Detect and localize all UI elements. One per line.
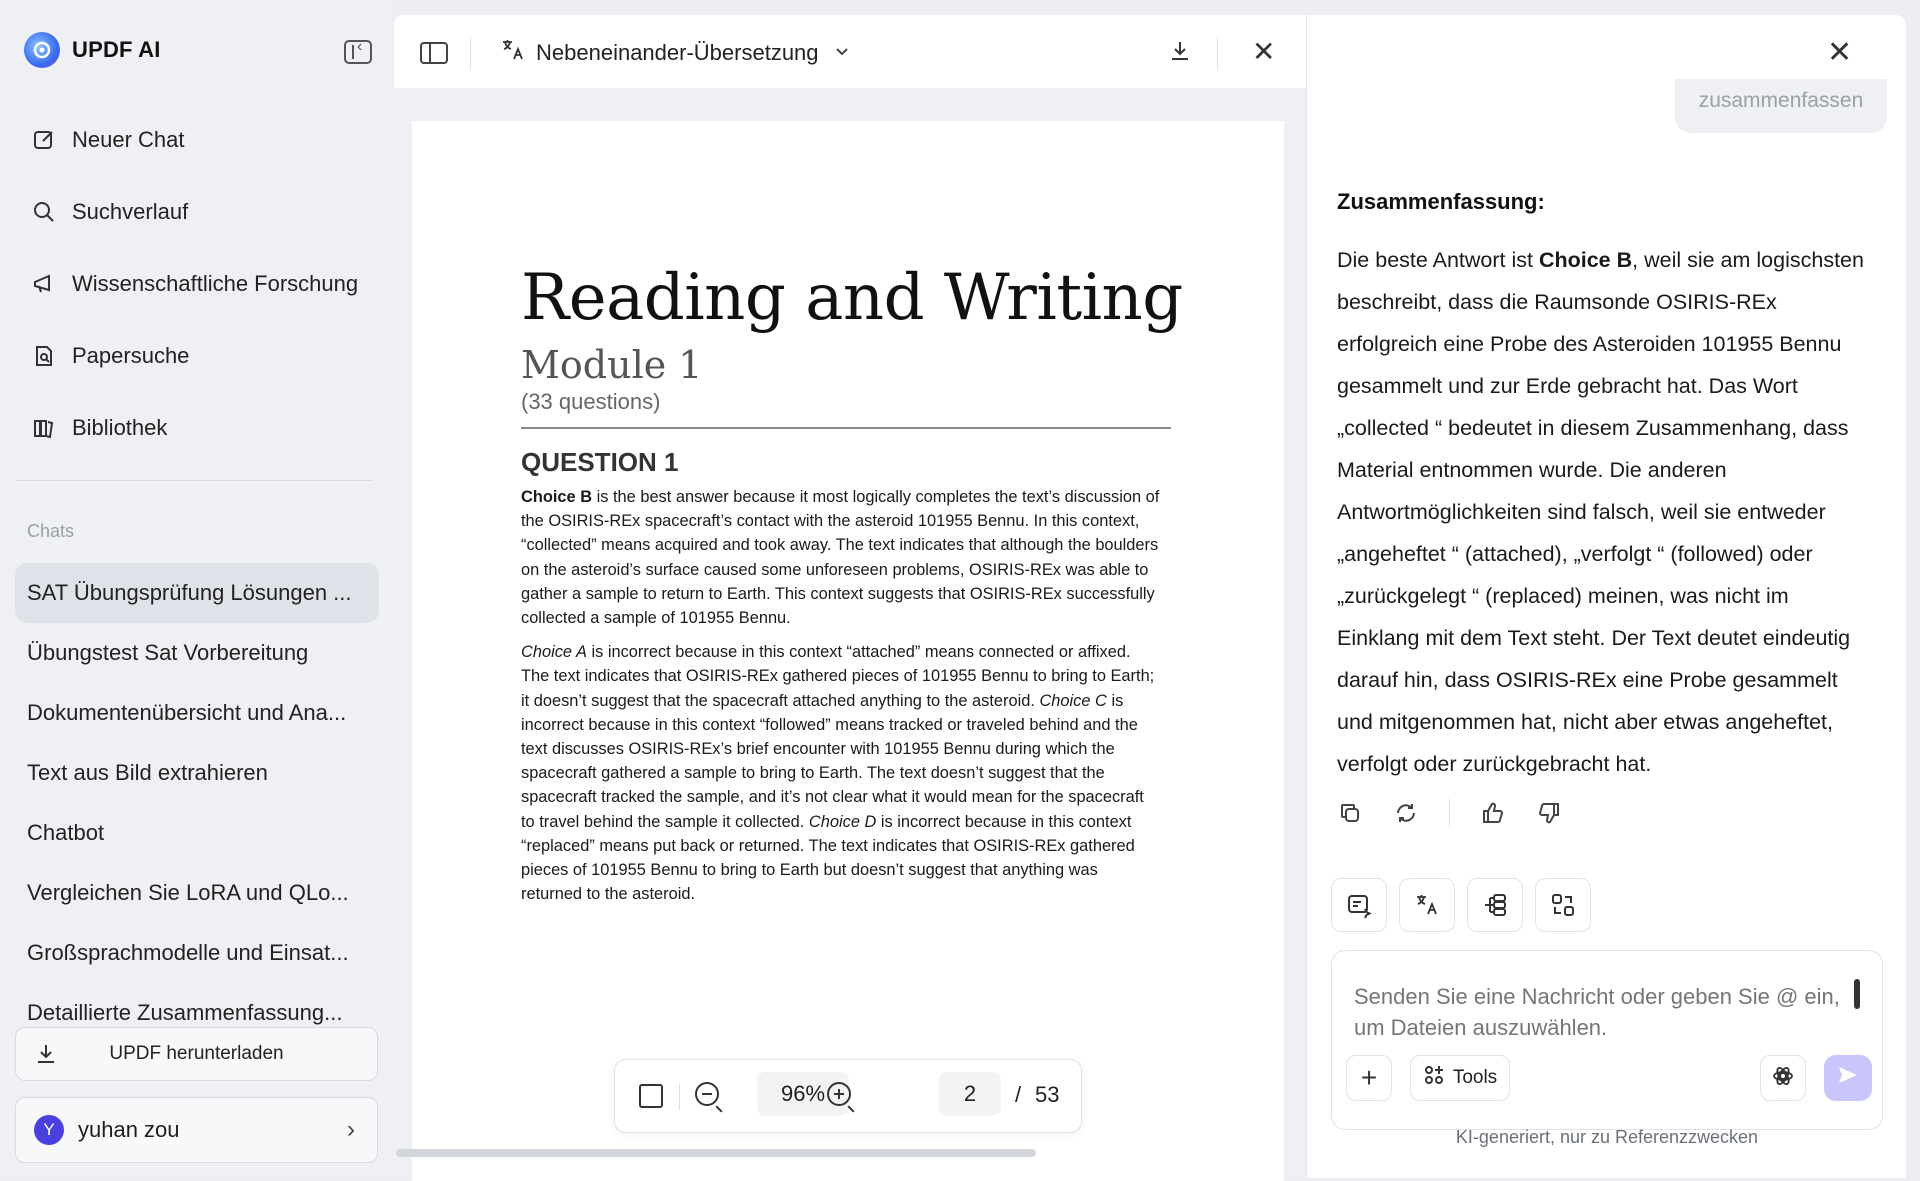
explanation-text: is incorrect because in this context “replaced” means put back or returned. The text indicates that OSIRIS-REx gathered pieces of 101955 Bennu to bring to Earth but doesn’t suggest that anything was returned to the asteroid. bbox=[521, 812, 1135, 904]
chat-item[interactable] bbox=[15, 623, 379, 683]
sidebar-divider bbox=[16, 480, 372, 481]
choice-label: Choice A bbox=[521, 643, 587, 662]
toggle-panel-icon[interactable] bbox=[420, 42, 448, 64]
translation-mode-label: Nebeneinander-Übersetzung bbox=[536, 40, 819, 65]
chat-item-label: Chatbot bbox=[27, 820, 105, 845]
download-updf-button[interactable] bbox=[15, 1027, 378, 1081]
nav-item-research[interactable] bbox=[16, 248, 376, 320]
paper-search-icon bbox=[30, 342, 58, 370]
new-chat-icon bbox=[30, 126, 58, 154]
explanation-text: is the best answer because it most logically completes the text’s discussion of the OSIRIS-REx spacecraft’s contact with the asteroid 101955 Bennu. In this context, “collected” means acquired and took away. The text indicates that although the boulders on the asteroid’s surface caused some unforeseen problems, OSIRIS-REx was able to gather a sample to return to Earth. This context suggests that OSIRIS-REx successfully collected a sample of 101955 Bennu. bbox=[521, 488, 1160, 628]
send-icon bbox=[1837, 1064, 1859, 1092]
chat-item[interactable] bbox=[15, 683, 379, 743]
chats-label: Chats bbox=[27, 521, 75, 541]
nav-label: Bibliothek bbox=[72, 415, 168, 440]
send-button[interactable] bbox=[1824, 1055, 1872, 1101]
page-total: 53 bbox=[1035, 1082, 1060, 1107]
answer-actions bbox=[1337, 799, 1562, 827]
translate-tool-icon[interactable] bbox=[1399, 878, 1455, 932]
compare-tool-icon[interactable] bbox=[1535, 878, 1591, 932]
doc-subtitle: Module 1 bbox=[521, 343, 703, 387]
fit-page-icon[interactable] bbox=[639, 1084, 663, 1108]
choice-label: Choice B bbox=[521, 488, 593, 506]
chevron-right-icon: › bbox=[347, 1116, 355, 1143]
answer-title: Zusammenfassung: bbox=[1337, 189, 1545, 214]
horizontal-scrollbar[interactable] bbox=[396, 1149, 1036, 1157]
ai-model-icon bbox=[1771, 1064, 1795, 1093]
chat-item[interactable] bbox=[15, 803, 379, 863]
pdf-page bbox=[412, 121, 1284, 1181]
zoom-in-icon[interactable] bbox=[827, 1082, 851, 1106]
nav-label: Papersuche bbox=[72, 343, 190, 368]
message-input[interactable] bbox=[1354, 981, 1854, 1043]
zoom-out-icon[interactable] bbox=[695, 1082, 719, 1106]
chat-item-label: Dokumentenübersicht und Ana... bbox=[27, 700, 347, 725]
translate-icon bbox=[500, 37, 526, 69]
zoom-toolbar bbox=[614, 1059, 1082, 1133]
mindmap-tool-icon[interactable] bbox=[1467, 878, 1523, 932]
choice-label: Choice D bbox=[808, 812, 877, 831]
translation-mode-dropdown[interactable] bbox=[500, 37, 849, 69]
actions-divider bbox=[1449, 799, 1450, 827]
download-icon[interactable] bbox=[1168, 39, 1192, 68]
question-body bbox=[521, 485, 1161, 916]
add-attachment-button[interactable] bbox=[1346, 1055, 1392, 1101]
library-icon bbox=[30, 414, 58, 442]
nav-label: Neuer Chat bbox=[72, 127, 185, 152]
chat-item[interactable] bbox=[15, 743, 379, 803]
nav-item-paper-search[interactable] bbox=[16, 320, 376, 392]
ai-chat-panel bbox=[1306, 15, 1906, 1178]
chat-item-label: Text aus Bild extrahieren bbox=[27, 760, 268, 785]
page-area bbox=[394, 89, 1306, 1178]
doc-title: Reading and Writing bbox=[521, 261, 1183, 335]
quick-tools bbox=[1331, 878, 1591, 932]
ai-disclaimer: KI-generiert, nur zu Referenzzwecken bbox=[1455, 1127, 1759, 1147]
chat-item-label: Übungstest Sat Vorbereitung bbox=[27, 640, 309, 665]
explanation-paragraph bbox=[521, 485, 1161, 630]
download-icon bbox=[34, 1042, 58, 1072]
updf-logo-icon bbox=[24, 32, 60, 68]
zoom-level[interactable]: 96% bbox=[757, 1072, 849, 1116]
explanation-paragraph bbox=[521, 640, 1161, 906]
brand-name: UPDF AI bbox=[72, 37, 161, 62]
user-message-bubble: zusammenfassen bbox=[1675, 79, 1887, 133]
avatar: Y bbox=[34, 1115, 64, 1145]
zoom-divider bbox=[679, 1084, 680, 1110]
answer-body bbox=[1337, 239, 1877, 785]
nav-item-new-chat[interactable] bbox=[16, 104, 376, 176]
search-icon bbox=[30, 198, 58, 226]
tools-icon bbox=[1423, 1064, 1445, 1092]
tools-label: Tools bbox=[1452, 1067, 1498, 1088]
message-input-box bbox=[1331, 950, 1883, 1130]
doc-question-count: (33 questions) bbox=[521, 389, 661, 414]
brand bbox=[24, 32, 161, 68]
summarize-tool-icon[interactable] bbox=[1331, 878, 1387, 932]
sidebar-nav bbox=[16, 104, 376, 464]
chevron-down-icon bbox=[835, 44, 849, 62]
chat-item-label: SAT Übungsprüfung Lösungen ... bbox=[27, 580, 352, 605]
user-profile[interactable] bbox=[15, 1097, 378, 1163]
question-heading: QUESTION 1 bbox=[521, 447, 679, 477]
toolbar-divider bbox=[470, 37, 471, 69]
chat-item-label: Großsprachmodelle und Einsat... bbox=[27, 940, 349, 965]
chat-item-label: Detaillierte Zusammenfassung... bbox=[27, 1000, 343, 1025]
close-icon[interactable]: ✕ bbox=[1252, 36, 1276, 67]
copy-icon[interactable] bbox=[1337, 800, 1363, 826]
thumbs-down-icon[interactable] bbox=[1536, 800, 1562, 826]
megaphone-icon bbox=[30, 270, 58, 298]
chat-item-label: Vergleichen Sie LoRA und QLo... bbox=[27, 880, 349, 905]
sidebar bbox=[0, 0, 392, 1178]
input-scrollbar[interactable] bbox=[1854, 979, 1860, 1009]
close-icon[interactable]: ✕ bbox=[1827, 36, 1853, 69]
collapse-sidebar-icon[interactable] bbox=[344, 40, 372, 64]
nav-item-library[interactable] bbox=[16, 392, 376, 464]
answer-text: Die beste Antwort ist bbox=[1337, 248, 1539, 272]
toolbar-divider bbox=[1217, 37, 1218, 69]
tools-button[interactable] bbox=[1410, 1055, 1510, 1101]
chat-item[interactable] bbox=[15, 563, 379, 623]
plus-icon: + bbox=[1360, 1062, 1378, 1093]
nav-item-search-history[interactable] bbox=[16, 176, 376, 248]
document-viewer bbox=[394, 15, 1306, 1178]
nav-label: Suchverlauf bbox=[72, 199, 189, 224]
doc-rule bbox=[521, 427, 1171, 429]
answer-highlight: Choice B bbox=[1538, 248, 1633, 272]
viewer-toolbar bbox=[394, 15, 1306, 89]
model-select-button[interactable] bbox=[1760, 1055, 1806, 1101]
user-name: yuhan zou bbox=[78, 1117, 180, 1142]
download-updf-label: UPDF herunterladen bbox=[109, 1043, 284, 1064]
explanation-text: is incorrect because in this context “attached” means connected or affixed. The text indicates that OSIRIS-REx gathered pieces of 101955 Bennu to bring to Earth; it doesn’t suggest that the spacecraft attached anything to the asteroid. bbox=[521, 643, 1155, 710]
chat-item[interactable] bbox=[15, 923, 379, 983]
thumbs-up-icon[interactable] bbox=[1480, 800, 1506, 826]
answer-text: , weil sie am logischsten beschreibt, dass die Raumsonde OSIRIS-REx erfolgreich eine Probe des Asteroiden 101955 Bennu gesammelt und zur Erde gebracht hat. Das Wort „collected “ bedeutet in diesem Zusammenhang, dass Material entnommen wurde. Die anderen Antwortmöglichkeiten sind falsch, weil sie entweder „angeheftet “ (attached), „verfolgt “ (followed) oder „zurückgelegt “ (replaced) meinen, was nicht im Einklang mit dem Text steht. Der Text deutet eindeutig darauf hin, dass OSIRIS-REx eine Probe gesammelt und mitgenommen hat, nicht aber etwas angeheftet, verfolgt oder zurückgebracht hat. bbox=[1337, 248, 1864, 776]
explanation-text: is incorrect because in this context “followed” means tracked or traveled behind and the text discusses OSIRIS-REx’s brief encounter with 101955 Bennu during which the spacecraft gathered a sample to bring to Earth. The text doesn’t suggest that the spacecraft tracked the sample, and it’s not clear what it would mean for the spacecraft to travel behind the sample it collected. bbox=[521, 691, 1144, 831]
page-number-input[interactable]: 2 bbox=[939, 1072, 1001, 1116]
regenerate-icon[interactable] bbox=[1393, 800, 1419, 826]
chat-list bbox=[15, 563, 379, 1025]
nav-label: Wissenschaftliche Forschung bbox=[72, 271, 359, 296]
chat-item[interactable] bbox=[15, 863, 379, 923]
page-separator: / bbox=[1015, 1082, 1022, 1107]
choice-label: Choice C bbox=[1039, 691, 1107, 710]
